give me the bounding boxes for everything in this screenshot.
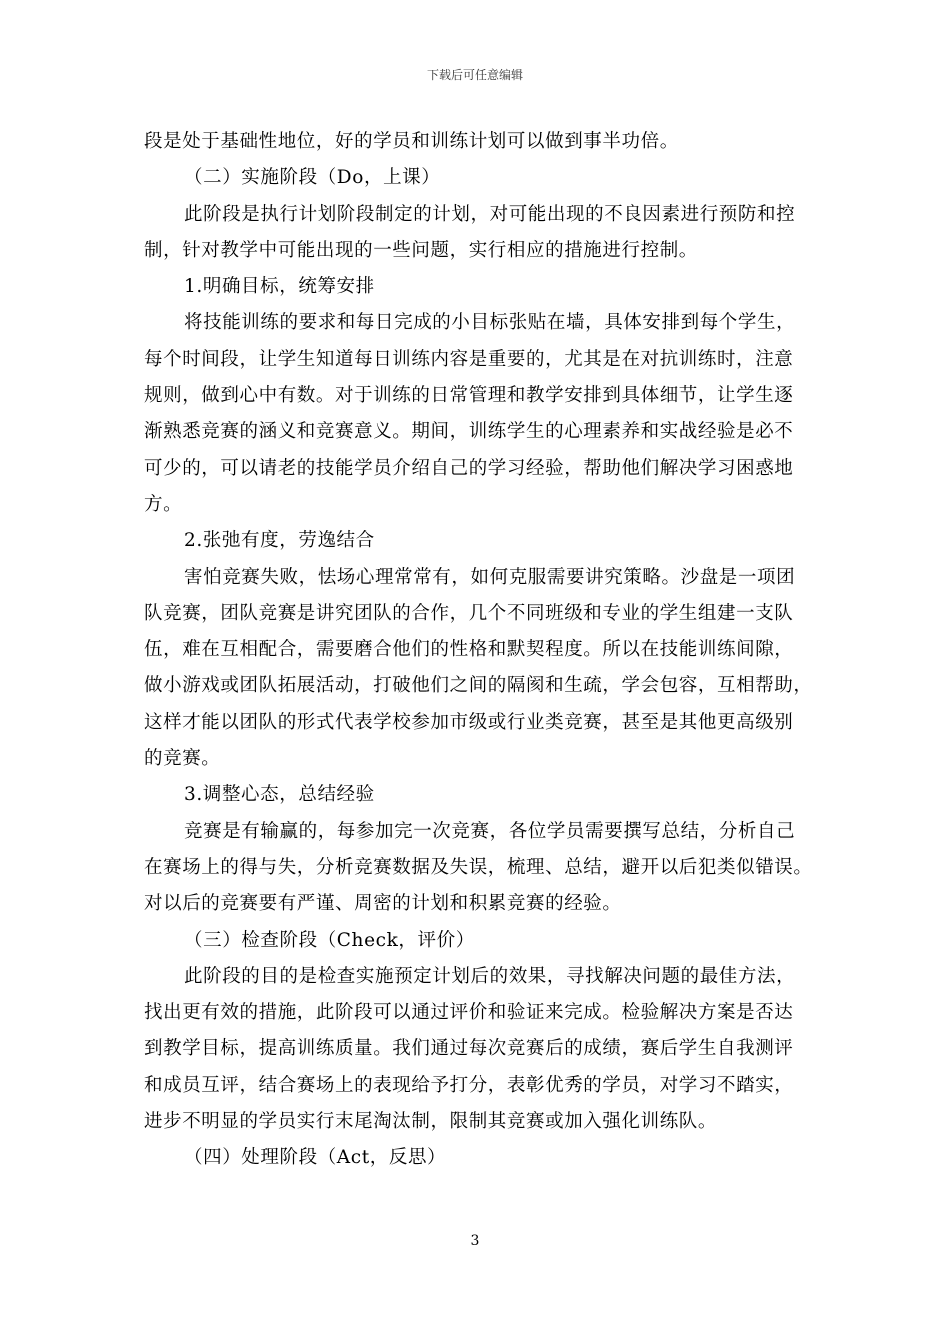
text-line: 段是处于基础性地位，好的学员和训练计划可以做到事半功倍。 (144, 131, 679, 152)
text-line: 进步不明显的学员实行末尾淘汰制，限制其竞赛或加入强化训练队。 (144, 1111, 718, 1133)
text-line: 和成员互评，结合赛场上的表现给予打分，表彰优秀的学员，对学习不踏实， (144, 1074, 794, 1096)
text-line: 渐熟悉竞赛的涵义和竞赛意义。期间，训练学生的心理素养和实战经验是必不 (144, 421, 794, 443)
text-line: 方。 (144, 493, 183, 515)
text-line: 此阶段的目的是检查实施预定计划后的效果，寻找解决问题的最佳方法， (184, 965, 796, 987)
text-line: 的竞赛。 (144, 748, 221, 770)
text-line: 害怕竞赛失败，怯场心理常常有，如何克服需要讲究策略。沙盘是一项团 (184, 566, 796, 588)
text-line: 对以后的竞赛要有严谨、周密的计划和积累竞赛的经验。 (144, 893, 622, 915)
text-line: 找出更有效的措施，此阶段可以通过评价和验证来完成。检验解决方案是否达 (144, 1002, 794, 1024)
text-line: 制，针对教学中可能出现的一些问题，实行相应的措施进行控制。 (144, 239, 698, 261)
page-header: 下载后可任意编辑 (426, 68, 523, 82)
text-line: 3.调整心态，总结经验 (184, 784, 375, 806)
document-body (144, 124, 813, 1177)
text-line: 将技能训练的要求和每日完成的小目标张贴在墙，具体安排到每个学生， (184, 312, 796, 334)
text-line: 这样才能以团队的形式代表学校参加市级或行业类竞赛，甚至是其他更高级别 (144, 711, 794, 733)
text-line: 队竞赛，团队竞赛是讲究团队的合作，几个不同班级和专业的学生组建一支队 (144, 602, 794, 624)
text-line: 2.张弛有度，劳逸结合 (184, 530, 375, 552)
text-line: 每个时间段，让学生知道每日训练内容是重要的，尤其是在对抗训练时，注意 (144, 348, 794, 370)
text-line: 到教学目标，提高训练质量。我们通过每次竞赛后的成绩，赛后学生自我测评 (144, 1038, 794, 1060)
text-line: （二）实施阶段（Do，上课） (184, 167, 441, 189)
text-line: 在赛场上的得与失，分析竞赛数据及失误，梳理、总结，避开以后犯类似错误。 (144, 856, 813, 878)
text-line: 竞赛是有输赢的，每参加完一次竞赛，各位学员需要撰写总结，分析自己 (184, 820, 796, 842)
text-line: 做小游戏或团队拓展活动，打破他们之间的隔阂和生疏，学会包容，互相帮助， (144, 675, 813, 697)
text-line: 1.明确目标，统筹安排 (184, 276, 375, 298)
page-number: 3 (470, 1233, 480, 1249)
text-line: （四）处理阶段（Act，反思） (184, 1147, 447, 1169)
text-line: 规则，做到心中有数。对于训练的日常管理和教学安排到具体细节，让学生逐 (144, 385, 794, 407)
text-line: （三）检查阶段（Check，评价） (184, 929, 475, 951)
text-line: 可少的，可以请老的技能学员介绍自己的学习经验，帮助他们解决学习困惑地 (144, 457, 794, 479)
text-line: 此阶段是执行计划阶段制定的计划，对可能出现的不良因素进行预防和控 (184, 203, 796, 225)
text-line: 伍，难在互相配合，需要磨合他们的性格和默契程度。所以在技能训练间隙， (144, 639, 794, 661)
